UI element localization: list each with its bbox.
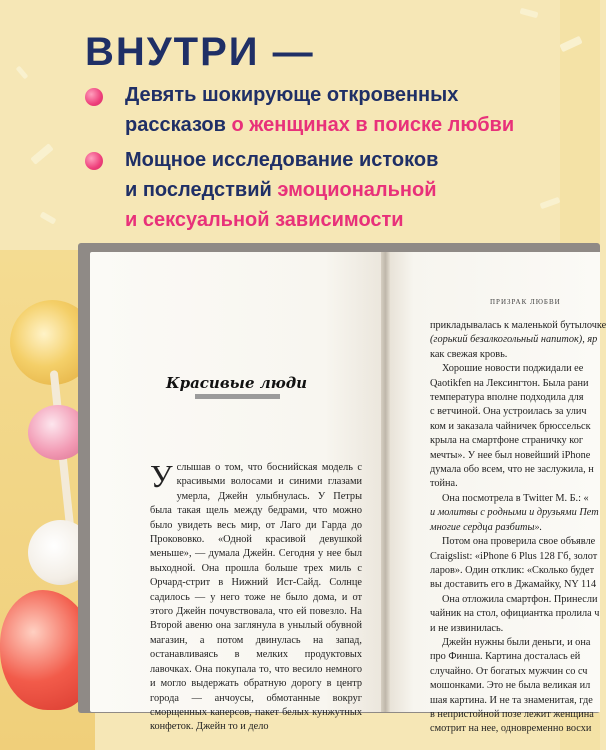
- right-line: ком и заказала чайничек брюссельск: [430, 420, 591, 432]
- right-line: температура вполне подходила для: [430, 392, 584, 404]
- pink-bullet-icon: [85, 152, 103, 170]
- right-line: с ветчиной. Она устроилась за улич: [430, 406, 587, 418]
- right-line: как свежая кровь.: [430, 348, 508, 360]
- bullet-1-line-2: [125, 110, 575, 140]
- right-line: Потом она проверила свое объявле: [442, 536, 596, 548]
- bullet-text-1: [125, 80, 575, 140]
- bullet-2-accent-b: и сексуальной зависимости: [125, 209, 404, 231]
- drop-cap: У: [150, 458, 173, 494]
- right-line: думала обо всем, что не заслужила, н: [430, 464, 594, 476]
- right-line: Она посмотрела в Twitter М. Б.: «: [442, 492, 589, 504]
- right-line: Qaotikfen на Лексингтон. Была рани: [430, 377, 589, 389]
- chapter-title-underline: [195, 394, 280, 399]
- right-line: многие сердца разбиты».: [430, 521, 543, 533]
- right-line: ларов». Один отклик: «Сколько будет: [430, 564, 595, 576]
- right-line: случайно. От богатых мужчин со сч: [430, 665, 588, 677]
- right-line: мечты». У нее был новейший iPhone: [430, 449, 591, 461]
- right-line: Хорошие новости поджидали ее: [442, 363, 584, 375]
- right-line: и не извинилась.: [430, 622, 504, 634]
- bullet-2-line-2: [125, 175, 575, 205]
- right-line: Она отложила смартфон. Принесли: [442, 593, 598, 605]
- right-page-text: [430, 319, 606, 735]
- bullet-1-line-1: Девять шокирующе откровенных: [125, 84, 459, 106]
- confetti-piece: [40, 211, 57, 224]
- bullet-2-plain: и последствий: [125, 179, 278, 201]
- confetti-piece: [30, 143, 54, 165]
- chapter-title: Красивые люди: [165, 374, 308, 392]
- left-page-paragraph: слышав о том, что боснийская модель с красивыми волосами и синими глазами умерла, Джейн улыбнулась. У Петры была такая щель между бедрами, что можно было увидеть весь мир, от Лаго ди Гарда до Прокововко. «Одной красивой девушкой меньше», — думала Джейн. Сегодня у нее был выходной. Она прошла больше трех миль с Орчард-стрит в Нижний Ист-Сайд. Солнце садилось — у него тоже не было дома, и от этого Джейн почувствовала, что ей повезло. На Второй авеню она заглянула в унылый обувной магазин, а потом двинулась на запад, останавливаясь в мелких продуктовых лавочках. Она покупала то, что весило немного и могло выдержать обратную дорогу в центр города — анчоусы, обмотанные вокруг сморщенных каперсов, пакет белых кунжутных конфеток. Джейн то и дело: [150, 462, 362, 733]
- right-line: крыла на смартфоне страничку ког: [430, 435, 584, 447]
- right-line: вы доставить его в Джамайку, NY 114: [430, 579, 597, 591]
- right-line: и молитвы с родными и друзьями Пет: [430, 507, 599, 519]
- left-page-text: [150, 458, 362, 735]
- bullet-1-plain: рассказов: [125, 114, 232, 136]
- right-line: Craigslist: «iPhone 6 Plus 128 Гб, золот: [430, 550, 598, 562]
- right-line: чайник на стол, официантка пролила ч: [430, 608, 600, 620]
- confetti-piece: [16, 66, 29, 80]
- bullet-1-accent: о женщинах в поиске любви: [231, 114, 515, 136]
- confetti-piece: [520, 8, 539, 18]
- right-line: шая картина. И не та знаменитая, где: [430, 694, 593, 706]
- running-head: ПРИЗРАК ЛЮБВИ: [490, 298, 561, 306]
- right-line: Джейн нужны были деньги, и она: [442, 636, 591, 648]
- pink-bullet-icon: [85, 88, 103, 106]
- right-line: (горький безалкогольный напиток), яр: [430, 334, 598, 346]
- right-line: смотрит на нее, одновременно восхи: [430, 723, 592, 735]
- right-line: в непристойной позе лежит женщина: [430, 708, 594, 720]
- bullet-2-line-1: Мощное исследование истоков: [125, 149, 439, 171]
- bullet-2-accent-a: эмоциональной: [277, 179, 437, 201]
- right-line: прикладывалась к маленькой бутылочке: [430, 320, 606, 331]
- headline: ВНУТРИ —: [85, 30, 315, 74]
- right-line: тойна.: [430, 478, 458, 490]
- right-line: мошонками. Это не была великая ил: [430, 680, 591, 692]
- right-line: про Финша. Картина досталась ей: [430, 651, 581, 663]
- book-spine: [381, 252, 390, 712]
- bullet-text-2: [125, 145, 575, 235]
